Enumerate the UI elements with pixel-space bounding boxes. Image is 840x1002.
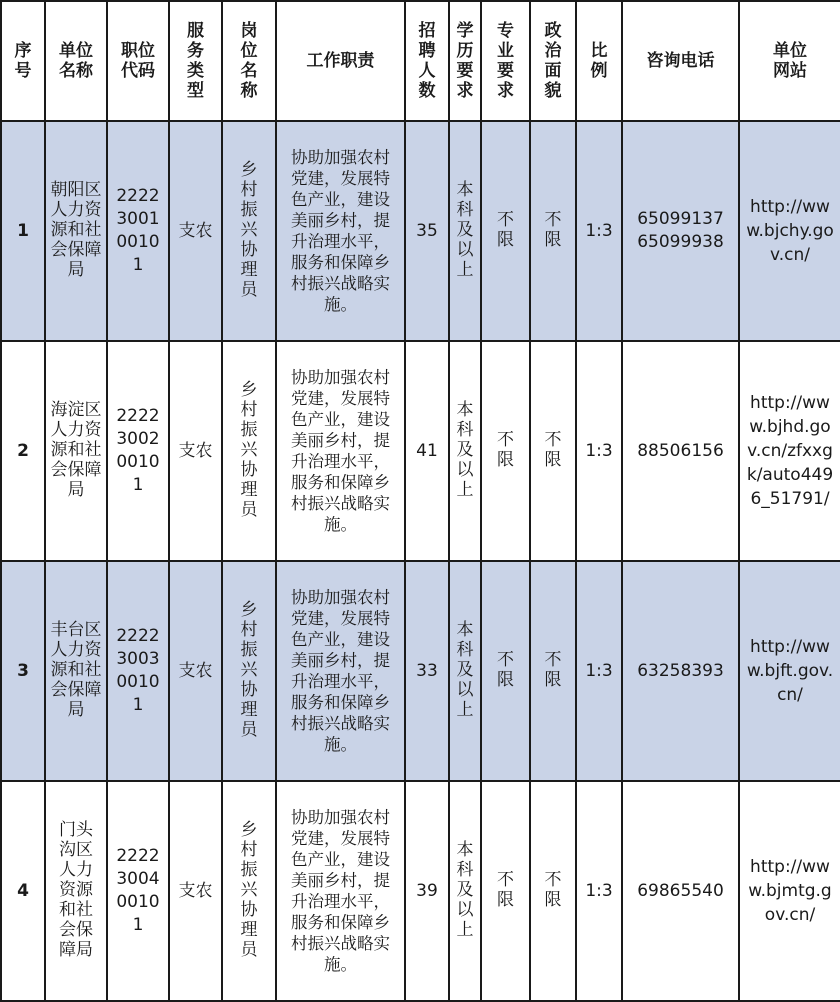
cell-code: 2222300300101: [107, 561, 169, 781]
cell-position: 乡村振兴协理员: [222, 561, 276, 781]
cell-ratio: 1:3: [576, 781, 622, 1001]
cell-site[interactable]: [739, 121, 840, 341]
cell-phone: 65099137 65099938: [622, 121, 739, 341]
cell-politics: 不限: [530, 561, 576, 781]
cell-unit: 朝阳区人力资源和社会保障局: [45, 121, 107, 341]
cell-unit: 海淀区人力资源和社会保障局: [45, 341, 107, 561]
header-politics: 政治面貌: [530, 1, 576, 121]
cell-edu: 本科及以上: [449, 341, 481, 561]
cell-seq: 1: [1, 121, 45, 341]
header-major: 专业要求: [481, 1, 530, 121]
cell-seq: 4: [1, 781, 45, 1001]
cell-code: 2222300400101: [107, 781, 169, 1001]
cell-phone: 88506156: [622, 341, 739, 561]
header-unit: 单位名称: [45, 1, 107, 121]
header-duty: 工作职责: [276, 1, 405, 121]
table-header: [1, 1, 840, 121]
cell-phone: 63258393: [622, 561, 739, 781]
cell-code: 2222300200101: [107, 341, 169, 561]
site-link[interactable]: http://www.bjhd.gov.cn/zfxxgk/auto4496_51791/: [746, 393, 834, 509]
cell-ratio: 1:3: [576, 121, 622, 341]
header-count: 招聘人数: [405, 1, 449, 121]
header-row: [1, 1, 840, 121]
cell-count: 41: [405, 341, 449, 561]
cell-count: 35: [405, 121, 449, 341]
cell-major: 不限: [481, 781, 530, 1001]
cell-duty: 协助加强农村党建，发展特色产业，建设美丽乡村，提升治理水平，服务和保障乡村振兴战略实施。: [276, 561, 405, 781]
cell-unit: 丰台区人力资源和社会保障局: [45, 561, 107, 781]
site-link[interactable]: http://www.bjmtg.gov.cn/: [748, 857, 832, 925]
cell-unit: 门头沟区人力资源和社会保障局: [45, 781, 107, 1001]
cell-major: 不限: [481, 121, 530, 341]
table-body: [1, 121, 840, 1001]
cell-site[interactable]: [739, 561, 840, 781]
header-position: 岗位名称: [222, 1, 276, 121]
header-service: 服务类型: [169, 1, 222, 121]
cell-count: 33: [405, 561, 449, 781]
cell-edu: 本科及以上: [449, 121, 481, 341]
cell-edu: 本科及以上: [449, 561, 481, 781]
cell-service: 支农: [169, 561, 222, 781]
header-phone: 咨询电话: [622, 1, 739, 121]
cell-major: 不限: [481, 341, 530, 561]
cell-position: 乡村振兴协理员: [222, 781, 276, 1001]
cell-politics: 不限: [530, 341, 576, 561]
cell-duty: 协助加强农村党建，发展特色产业，建设美丽乡村，提升治理水平，服务和保障乡村振兴战略实施。: [276, 781, 405, 1001]
table-row: [1, 781, 840, 1001]
cell-ratio: 1:3: [576, 561, 622, 781]
cell-duty: 协助加强农村党建，发展特色产业，建设美丽乡村，提升治理水平，服务和保障乡村振兴战略实施。: [276, 121, 405, 341]
header-ratio: 比例: [576, 1, 622, 121]
cell-duty: 协助加强农村党建，发展特色产业，建设美丽乡村，提升治理水平，服务和保障乡村振兴战略实施。: [276, 341, 405, 561]
header-site: 单位网站: [739, 1, 840, 121]
site-link[interactable]: http://www.bjft.gov.cn/: [746, 637, 834, 705]
header-seq: 序号: [1, 1, 45, 121]
table-row: [1, 341, 840, 561]
header-edu: 学历要求: [449, 1, 481, 121]
cell-major: 不限: [481, 561, 530, 781]
cell-edu: 本科及以上: [449, 781, 481, 1001]
site-link[interactable]: http://www.bjchy.gov.cn/: [746, 197, 834, 265]
cell-seq: 2: [1, 341, 45, 561]
cell-politics: 不限: [530, 121, 576, 341]
cell-phone: 69865540: [622, 781, 739, 1001]
cell-service: 支农: [169, 781, 222, 1001]
header-code: 职位代码: [107, 1, 169, 121]
cell-site[interactable]: [739, 781, 840, 1001]
cell-service: 支农: [169, 341, 222, 561]
cell-position: 乡村振兴协理员: [222, 121, 276, 341]
cell-service: 支农: [169, 121, 222, 341]
cell-site[interactable]: [739, 341, 840, 561]
cell-seq: 3: [1, 561, 45, 781]
cell-politics: 不限: [530, 781, 576, 1001]
cell-count: 39: [405, 781, 449, 1001]
cell-ratio: 1:3: [576, 341, 622, 561]
cell-code: 2222300100101: [107, 121, 169, 341]
table-row: [1, 561, 840, 781]
cell-position: 乡村振兴协理员: [222, 341, 276, 561]
table-row: [1, 121, 840, 341]
